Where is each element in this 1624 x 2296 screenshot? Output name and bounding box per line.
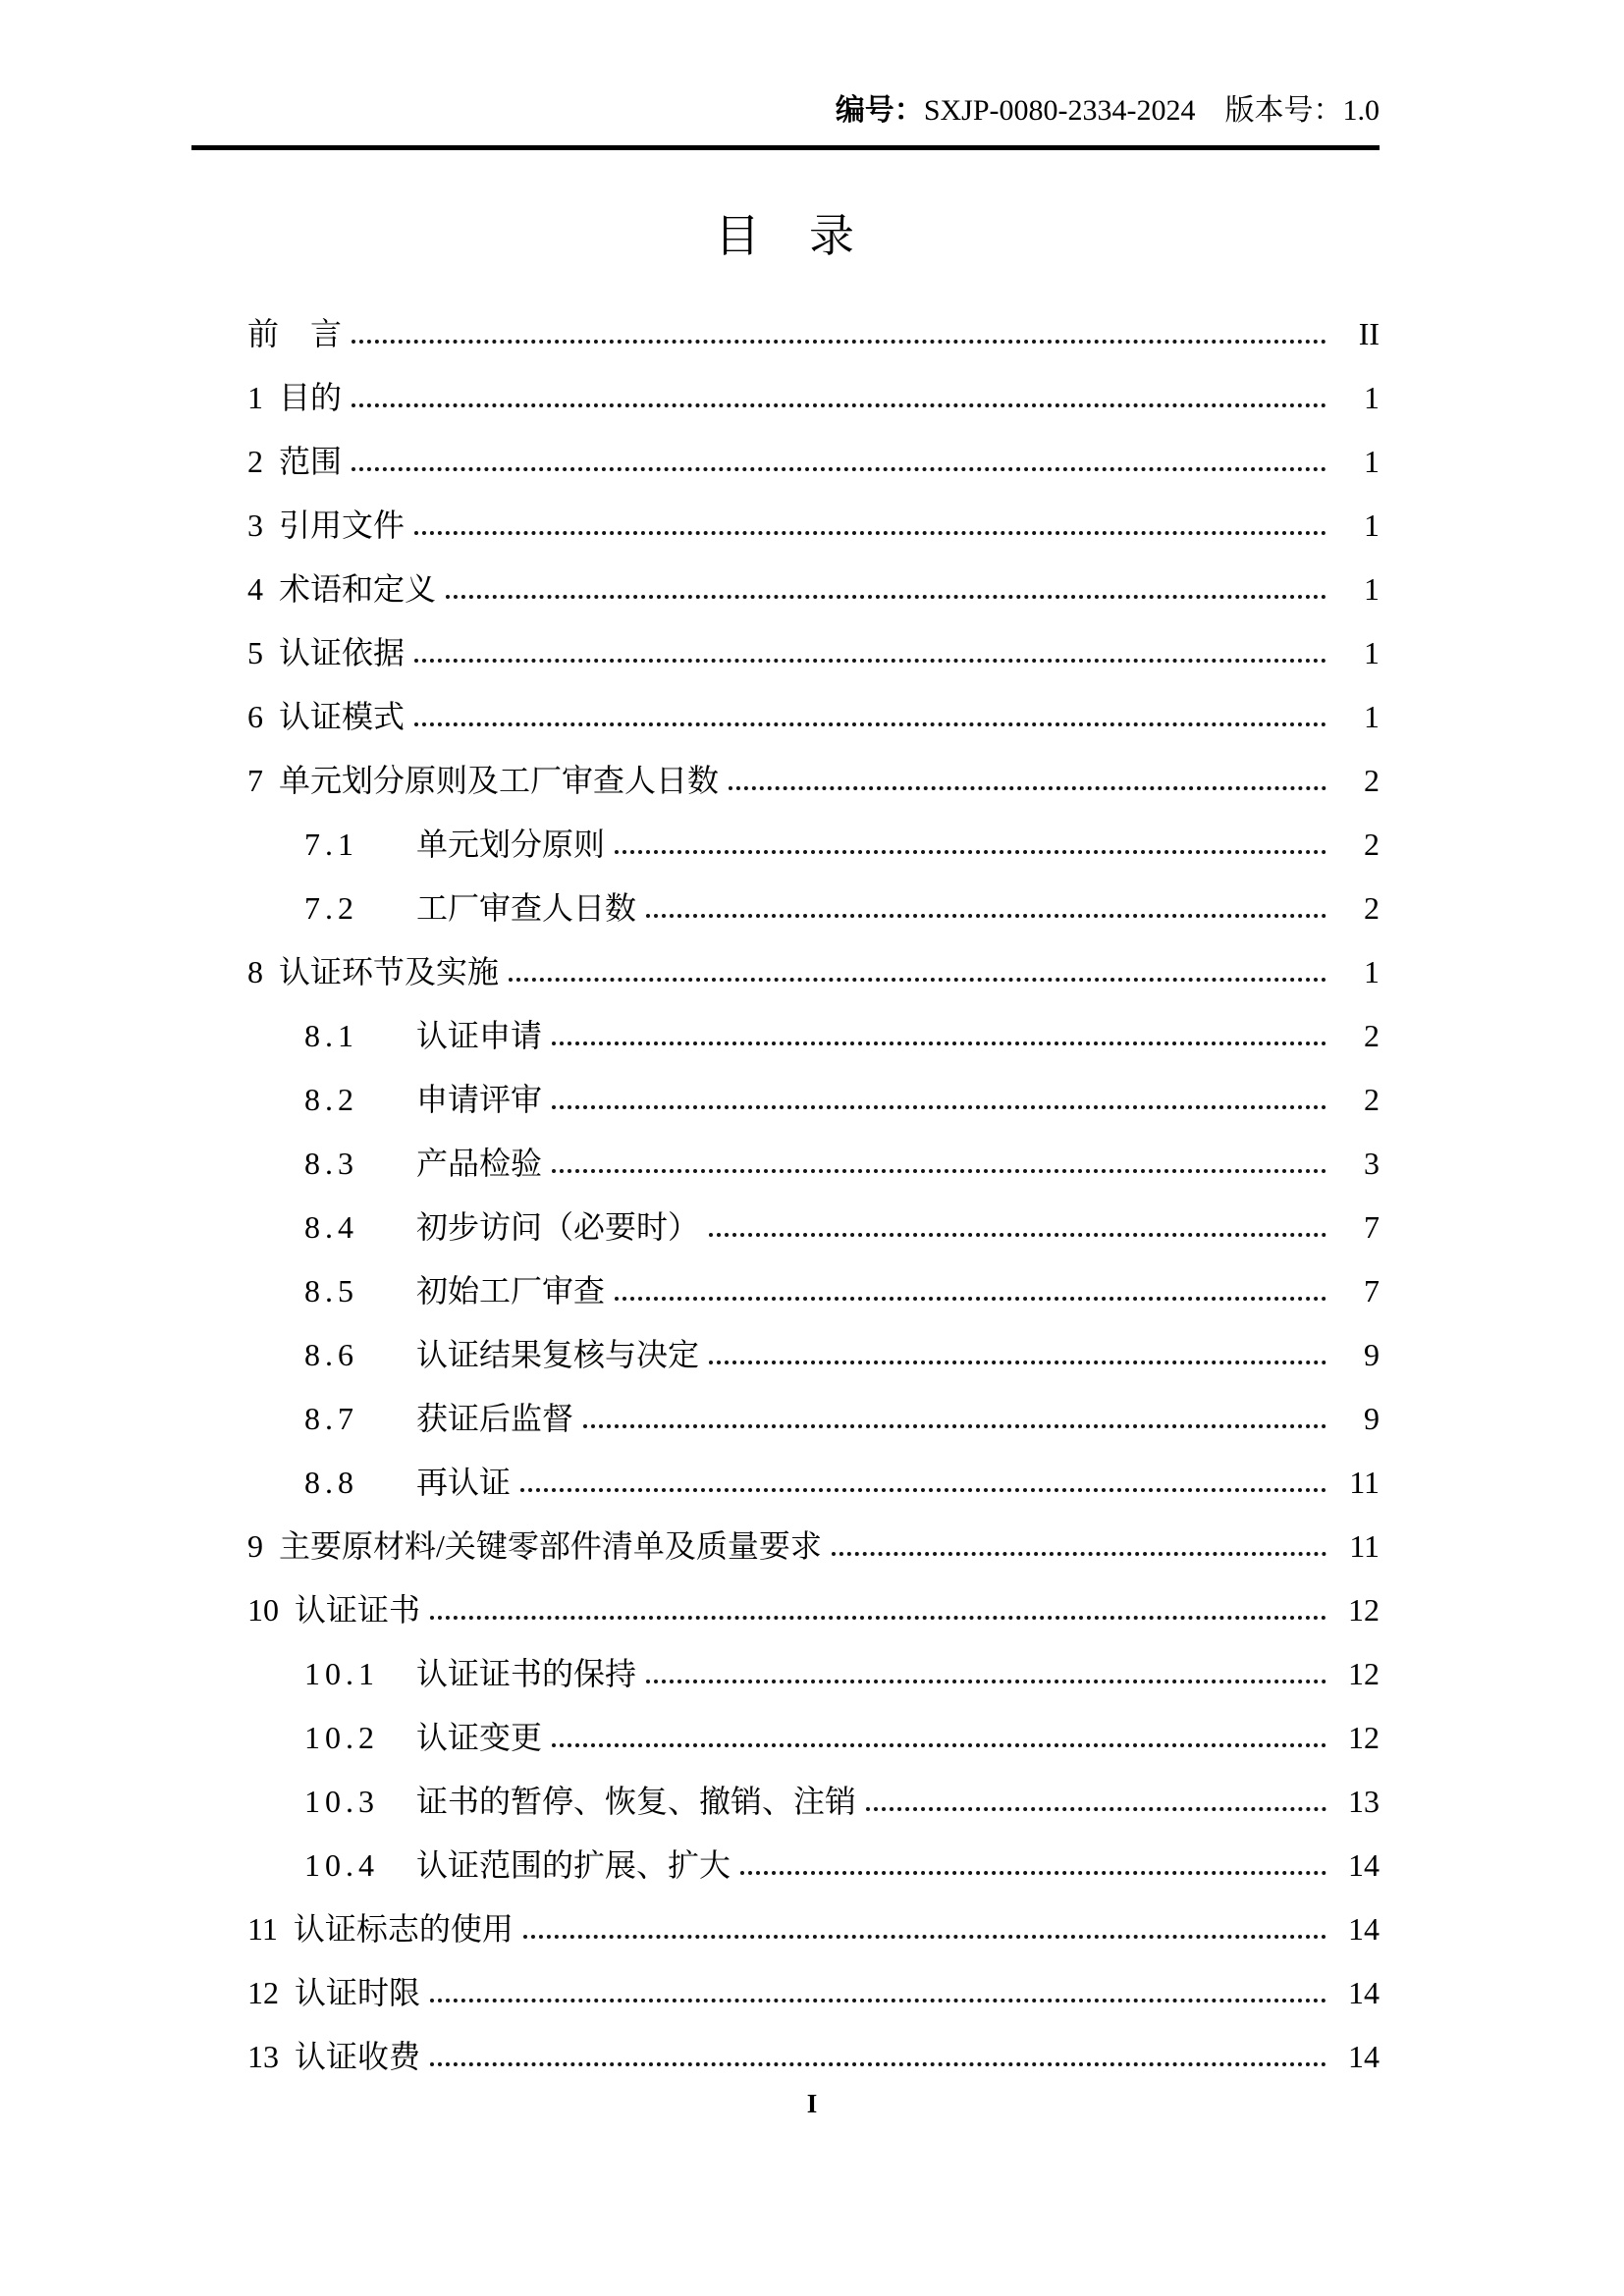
toc-entry-label: 再认证 [416, 1464, 512, 1500]
dotted-leader [740, 1871, 1326, 1875]
toc-entry-label: 初步访问（必要时） [416, 1208, 700, 1245]
toc-page-number: 1 [1364, 953, 1380, 989]
toc-page-number: 1 [1364, 698, 1380, 734]
toc-entry [191, 1565, 1380, 1629]
dotted-leader [520, 1488, 1326, 1492]
toc-entry [191, 671, 1380, 735]
toc-entry-label: 范围 [279, 443, 343, 479]
toc-entry-number: 13 [247, 2038, 279, 2074]
toc-entry [191, 927, 1380, 990]
dotted-leader [552, 1105, 1326, 1109]
toc-page-number: 12 [1348, 1719, 1380, 1755]
footer-page-number: I [806, 2089, 818, 2118]
toc-entry-label: 认证证书的保持 [416, 1655, 637, 1691]
dotted-leader [583, 1424, 1326, 1428]
toc-entry-label: 认证依据 [279, 634, 406, 670]
document-header [191, 0, 1380, 129]
toc-entry-number: 4 [247, 570, 263, 607]
dotted-leader [414, 659, 1326, 663]
toc-page-number: 1 [1364, 379, 1380, 415]
toc-entry-label: 目的 [279, 379, 343, 415]
toc-list [191, 289, 1380, 2075]
toc-entry-label: 认证申请 [416, 1017, 543, 1053]
toc-entry-number: 10.4 [304, 1846, 379, 1883]
toc-entry-number: 8.8 [304, 1464, 358, 1500]
doc-code-label: 编号： [835, 94, 924, 127]
dotted-leader [615, 850, 1326, 854]
toc-page-number: 1 [1364, 443, 1380, 479]
toc-page-number: 2 [1364, 889, 1380, 926]
toc-entry [191, 480, 1380, 544]
toc-entry-label: 认证环节及实施 [279, 953, 500, 989]
toc-entry-number: 7.1 [304, 826, 358, 862]
toc-entry-label: 引用文件 [279, 507, 406, 543]
toc-entry-number: 2 [247, 443, 263, 479]
toc-entry-number: 5 [247, 634, 263, 670]
toc-entry [191, 1756, 1380, 1820]
dotted-leader [523, 1935, 1326, 1939]
dotted-leader [646, 914, 1326, 918]
toc-entry-label: 初始工厂审查 [416, 1272, 606, 1308]
toc-entry [191, 2011, 1380, 2075]
toc-entry-number: 9 [247, 1527, 263, 1564]
toc-entry-number: 10 [247, 1591, 279, 1628]
toc-entry-number: 8.5 [304, 1272, 358, 1308]
toc-page-number: 7 [1364, 1208, 1380, 1245]
toc-entry-label: 术语和定义 [279, 570, 437, 607]
toc-page-number: 14 [1348, 1846, 1380, 1883]
toc-entry-number: 6 [247, 698, 263, 734]
toc-entry-label: 获证后监督 [416, 1400, 574, 1436]
toc-entry-number: 8.2 [304, 1081, 358, 1117]
dotted-leader [430, 2062, 1326, 2066]
toc-entry [191, 352, 1380, 416]
dotted-leader [552, 1743, 1326, 1747]
toc-entry-label: 产品检验 [416, 1145, 543, 1181]
toc-entry [191, 416, 1380, 480]
dotted-leader [709, 1361, 1326, 1364]
dotted-leader [430, 1999, 1326, 2002]
toc-page-number: 12 [1348, 1591, 1380, 1628]
dotted-leader [509, 978, 1326, 982]
toc-entry [191, 1501, 1380, 1565]
toc-page-number: 2 [1364, 826, 1380, 862]
toc-page-number: II [1358, 315, 1380, 351]
toc-entry [191, 1629, 1380, 1692]
toc-entry [191, 544, 1380, 608]
toc-page-number: 7 [1364, 1272, 1380, 1308]
toc-entry-label: 主要原材料/关键零部件清单及质量要求 [279, 1527, 822, 1564]
toc-page-number: 1 [1364, 634, 1380, 670]
toc-entry [191, 1054, 1380, 1118]
toc-entry-label: 认证范围的扩展、扩大 [416, 1846, 731, 1883]
toc-page-number: 1 [1364, 507, 1380, 543]
toc-entry-label: 认证变更 [416, 1719, 543, 1755]
toc-entry-label: 前 言 [247, 315, 343, 351]
dotted-leader [352, 340, 1326, 344]
toc-entry [191, 1437, 1380, 1501]
toc-entry-label: 单元划分原则 [416, 826, 606, 862]
dotted-leader [832, 1552, 1326, 1556]
toc-entry-number: 10.2 [304, 1719, 379, 1755]
toc-page-number: 14 [1348, 1974, 1380, 2010]
toc-entry-label: 单元划分原则及工厂审查人日数 [279, 762, 720, 798]
doc-code-value: SXJP-0080-2334-2024 [923, 94, 1196, 127]
toc-entry-number: 8.7 [304, 1400, 358, 1436]
dotted-leader [709, 1233, 1326, 1237]
toc-entry [191, 1884, 1380, 1948]
toc-entry [191, 1182, 1380, 1246]
toc-entry [191, 1118, 1380, 1182]
toc-entry [191, 990, 1380, 1054]
toc-entry [191, 1373, 1380, 1437]
toc-entry-label: 认证证书 [295, 1591, 421, 1628]
toc-entry [191, 1309, 1380, 1373]
toc-entry-number: 8.6 [304, 1336, 358, 1372]
dotted-leader [446, 595, 1326, 599]
toc-entry-number: 7.2 [304, 889, 358, 926]
dotted-leader [646, 1680, 1326, 1683]
toc-entry [191, 1948, 1380, 2011]
toc-entry [191, 863, 1380, 927]
toc-page-number: 2 [1364, 1081, 1380, 1117]
toc-entry [191, 1246, 1380, 1309]
dotted-leader [414, 722, 1326, 726]
doc-version-label: 版本号： [1224, 94, 1343, 127]
toc-entry-label: 认证时限 [295, 1974, 421, 2010]
toc-page-number: 14 [1348, 2038, 1380, 2074]
toc-entry-label: 认证模式 [279, 698, 406, 734]
dotted-leader [729, 786, 1326, 790]
toc-page-number: 2 [1364, 1017, 1380, 1053]
toc-entry-number: 3 [247, 507, 263, 543]
toc-entry [191, 1820, 1380, 1884]
toc-page-number: 11 [1349, 1464, 1380, 1500]
toc-entry-number: 10.3 [304, 1783, 379, 1819]
toc-entry-number: 8.3 [304, 1145, 358, 1181]
dotted-leader [430, 1616, 1326, 1620]
toc-entry-label: 认证结果复核与决定 [416, 1336, 700, 1372]
toc-page-number: 1 [1364, 570, 1380, 607]
header-divider [191, 145, 1380, 150]
toc-entry-number: 8 [247, 953, 263, 989]
dotted-leader [615, 1297, 1326, 1301]
dotted-leader [552, 1041, 1326, 1045]
toc-page-number: 9 [1364, 1336, 1380, 1372]
dotted-leader [352, 467, 1326, 471]
toc-entry [191, 608, 1380, 671]
toc-entry-label: 申请评审 [416, 1081, 543, 1117]
toc-page-number: 14 [1348, 1910, 1380, 1947]
dotted-leader [866, 1807, 1326, 1811]
toc-entry-label: 工厂审查人日数 [416, 889, 637, 926]
dotted-leader [552, 1169, 1326, 1173]
toc-page-number: 3 [1364, 1145, 1380, 1181]
toc-entry-number: 11 [247, 1910, 278, 1947]
toc-entry-label: 认证收费 [295, 2038, 421, 2074]
doc-version-value: 1.0 [1342, 94, 1380, 127]
toc-entry-number: 12 [247, 1974, 279, 2010]
dotted-leader [414, 531, 1326, 535]
toc-page-number: 11 [1349, 1527, 1380, 1564]
toc-page-number: 9 [1364, 1400, 1380, 1436]
toc-entry-label: 认证标志的使用 [293, 1910, 514, 1947]
toc-entry-number: 7 [247, 762, 263, 798]
page-title: 目 录 [715, 210, 856, 261]
toc-entry-number: 10.1 [304, 1655, 379, 1691]
toc-entry-label: 证书的暂停、恢复、撤销、注销 [416, 1783, 857, 1819]
toc-page-number: 12 [1348, 1655, 1380, 1691]
toc-entry [191, 799, 1380, 863]
toc-entry-number: 1 [247, 379, 263, 415]
toc-entry-number: 8.4 [304, 1208, 358, 1245]
toc-page-number: 13 [1348, 1783, 1380, 1819]
toc-page-number: 2 [1364, 762, 1380, 798]
toc-entry [191, 735, 1380, 799]
toc-entry [191, 289, 1380, 352]
dotted-leader [352, 403, 1326, 407]
toc-entry-number: 8.1 [304, 1017, 358, 1053]
toc-entry [191, 1692, 1380, 1756]
